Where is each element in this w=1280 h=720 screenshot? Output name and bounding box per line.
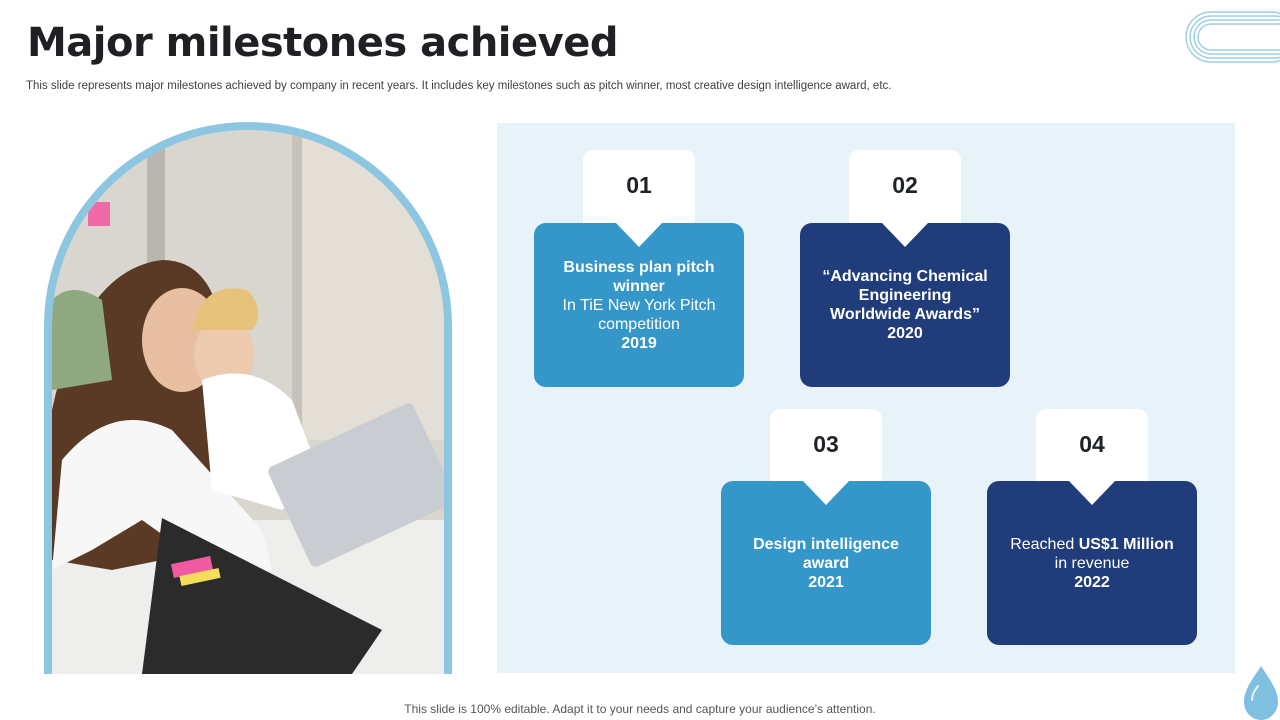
milestone-title: US$1 Million xyxy=(1078,535,1174,553)
milestone-number: 01 xyxy=(626,172,652,198)
milestones-panel xyxy=(497,123,1235,673)
milestone-card-04 xyxy=(987,481,1197,645)
card-notch xyxy=(803,481,849,505)
milestone-number-tab xyxy=(1036,409,1148,489)
milestone-title: “Advancing Chemical Engineering Worldwide Awards” xyxy=(822,268,988,323)
milestone-card-02 xyxy=(800,223,1010,387)
milestone-number-tab xyxy=(849,150,961,230)
milestone-number: 03 xyxy=(813,431,839,457)
card-notch xyxy=(616,223,662,247)
milestone-number: 04 xyxy=(1079,431,1105,457)
milestone-number-tab xyxy=(583,150,695,230)
milestone-prefix: Reached xyxy=(1010,535,1079,553)
milestone-title: Business plan pitch winner xyxy=(563,258,715,295)
card-notch xyxy=(1069,481,1115,505)
decorative-rings-icon xyxy=(1184,10,1280,64)
milestone-year: 2021 xyxy=(808,573,844,591)
milestone-title: Design intelligence award xyxy=(753,535,899,572)
milestone-suffix: in revenue xyxy=(1054,554,1130,572)
slide-title: Major milestones achieved xyxy=(27,20,618,66)
milestone-detail: In TiE New York Pitch competition xyxy=(562,296,716,333)
milestone-year: 2022 xyxy=(1074,573,1110,591)
milestone-number-tab xyxy=(770,409,882,489)
milestone-year: 2019 xyxy=(621,334,657,352)
milestone-card-01 xyxy=(534,223,744,387)
slide-subtitle: This slide represents major milestones achieved by company in recent years. It includes key milestones such as pitch winner, most creative design intelligence award, etc. xyxy=(26,80,892,92)
milestone-year: 2020 xyxy=(887,325,923,342)
team-photo-icon xyxy=(52,130,444,674)
slide-footer: This slide is 100% editable. Adapt it to your needs and capture your audience’s attention. xyxy=(404,702,876,716)
milestone-number: 02 xyxy=(892,172,918,198)
card-notch xyxy=(882,223,928,247)
milestone-card-03 xyxy=(721,481,931,645)
photo-frame xyxy=(44,122,452,674)
